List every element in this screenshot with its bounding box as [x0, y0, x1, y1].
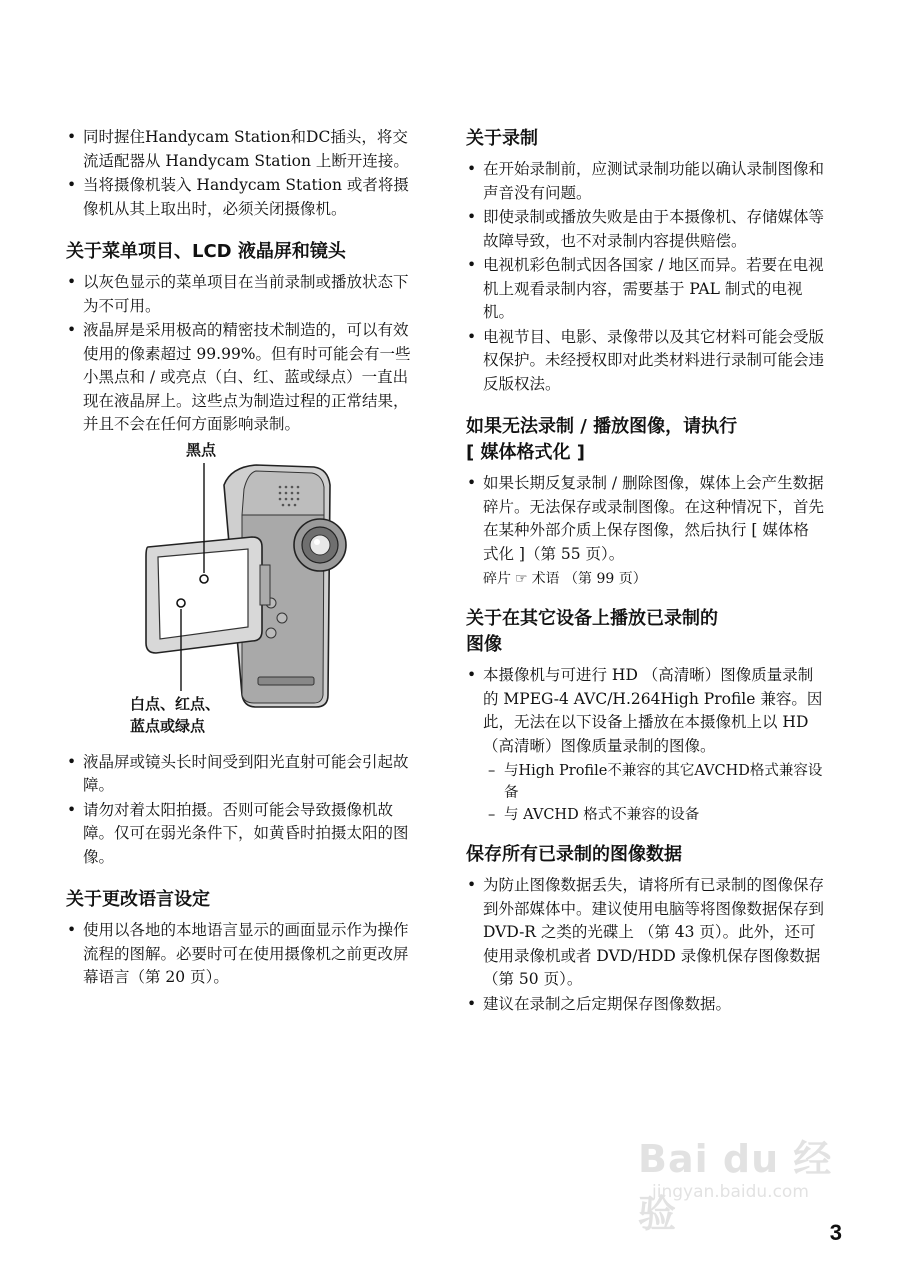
lcd-hinge: [260, 565, 270, 605]
label-black-dot: 黑点: [186, 440, 217, 459]
watermark-logo-text: Bai du 经验: [638, 1137, 833, 1236]
playback-dash-list: [488, 760, 824, 826]
save-bullet-list: [466, 874, 824, 1016]
white-dot-marker: [177, 599, 185, 607]
black-dot-marker: [200, 575, 208, 583]
list-item: • 以灰色显示的菜单项目在当前录制或播放状态下为不可用。: [66, 271, 418, 318]
camera-front-panel: [242, 471, 324, 515]
language-bullet-list: [66, 919, 418, 990]
format-heading-line2: [ 媒体格式化 ]: [466, 442, 585, 463]
body-slot: [258, 677, 314, 685]
list-item: • 即使录制或播放失败是由于本摄像机、存储媒体等故障导致，也不对录制内容提供赔偿。: [466, 206, 824, 253]
list-item: • 使用以各地的本地语言显示的画面显示作为操作流程的图解。必要时可在使用摄像机之前更改屏幕语言（第 20 页）。: [66, 919, 418, 990]
sun-bullet-list: [66, 751, 418, 870]
list-item: • 本摄像机与可进行 HD （高清晰）图像质量录制的 MPEG-4 AVC/H.264High Profile 兼容。因此，无法在以下设备上播放在本摄像机上以 HD （高清晰）图像质量录制的图像。: [466, 664, 824, 758]
menu-lcd-bullet-list: [66, 271, 418, 437]
lens-highlight: [314, 539, 320, 545]
list-item: • 电视节目、电影、录像带以及其它材料可能会受版权保护。未经授权即对此类材料进行录制可能会违反版权法。: [466, 326, 824, 397]
list-item: • 请勿对着太阳拍摄。否则可能会导致摄像机故障。仅可在弱光条件下，如黄昏时拍摄太阳的图像。: [66, 799, 418, 870]
list-item: • 液晶屏是采用极高的精密技术制造的，可以有效使用的像素超过 99.99%。但有时可能会有一些小黑点和 / 或亮点（白、红、蓝或绿点）一直出现在液晶屏上。这些点为制造过程的正常结果，并且不会在任何方面影响录制。: [66, 319, 418, 437]
page-number: 3: [829, 1220, 842, 1245]
section-heading-language: 关于更改语言设定: [66, 889, 210, 910]
body-button: [277, 613, 287, 623]
list-item: • 如果长期反复录制 / 删除图像，媒体上会产生数据碎片。无法保存或录制图像。在这种情况下，首先在某种外部介质上保存图像，然后执行 [ 媒体格式化 ]（第 55 页）。: [466, 472, 824, 566]
reference-hand-icon: ☞: [515, 571, 528, 587]
label-white-dot-line1: 白点、红点、: [130, 694, 221, 713]
label-white-dot-line2: 蓝点或绿点: [130, 716, 206, 735]
camcorder-figure: [66, 440, 418, 745]
dash-item: – 与 AVCHD 格式不兼容的设备: [488, 804, 824, 826]
list-item: • 当将摄像机装入 Handycam Station 或者将摄像机从其上取出时，必须关闭摄像机。: [66, 174, 418, 221]
lens-glass: [310, 535, 330, 555]
glossary-note: [466, 568, 824, 590]
watermark-url: jingyan.baidu.com: [652, 1182, 809, 1202]
left-column: [66, 126, 418, 1008]
list-item: • 同时握住Handycam Station和DC插头，将交流适配器从 Handycam Station 上断开连接。: [66, 126, 418, 173]
body-button: [266, 628, 276, 638]
right-column: [466, 126, 824, 1034]
recording-bullet-list: [466, 158, 824, 396]
list-item: • 在开始录制前，应测试录制功能以确认录制图像和声音没有问题。: [466, 158, 824, 205]
section-heading-recording: 关于录制: [466, 128, 538, 149]
list-item: • 为防止图像数据丢失，请将所有已录制的图像保存到外部媒体中。建议使用电脑等将图像数据保存到 DVD-R 之类的光碟上 （第 43 页）。此外，还可使用录像机或者 DVD/HDD 录像机保存图像数据 （第 50 页）。: [466, 874, 824, 992]
list-item: • 建议在录制之后定期保存图像数据。: [466, 993, 824, 1017]
intro-bullet-list: [66, 126, 418, 221]
list-item: • 液晶屏或镜头长时间受到阳光直射可能会引起故障。: [66, 751, 418, 798]
list-item: • 电视机彩色制式因各国家 / 地区而异。若要在电视机上观看录制内容，需要基于 PAL 制式的电视机。: [466, 254, 824, 325]
lcd-screen: [158, 549, 248, 639]
format-heading-line1: 如果无法录制 / 播放图像，请执行: [466, 416, 738, 437]
baidu-jingyan-watermark: [638, 1128, 838, 1236]
note-prefix: 碎片: [483, 571, 511, 587]
playback-heading-line1: 关于在其它设备上播放已录制的: [466, 608, 718, 629]
camcorder-illustration: [66, 445, 418, 745]
section-heading-format: [466, 414, 824, 466]
dash-item: – 与High Profile不兼容的其它AVCHD格式兼容设备: [488, 760, 824, 804]
section-heading-save: 保存所有已录制的图像数据: [466, 844, 682, 865]
note-suffix: 术语 （第 99 页）: [531, 571, 647, 587]
playback-heading-line2: 图像: [466, 634, 502, 655]
section-heading-playback: [466, 606, 824, 658]
playback-bullet-list: [466, 664, 824, 758]
section-heading-menu-lcd: 关于菜单项目、LCD 液晶屏和镜头: [66, 241, 346, 262]
format-bullet-list: [466, 472, 824, 566]
